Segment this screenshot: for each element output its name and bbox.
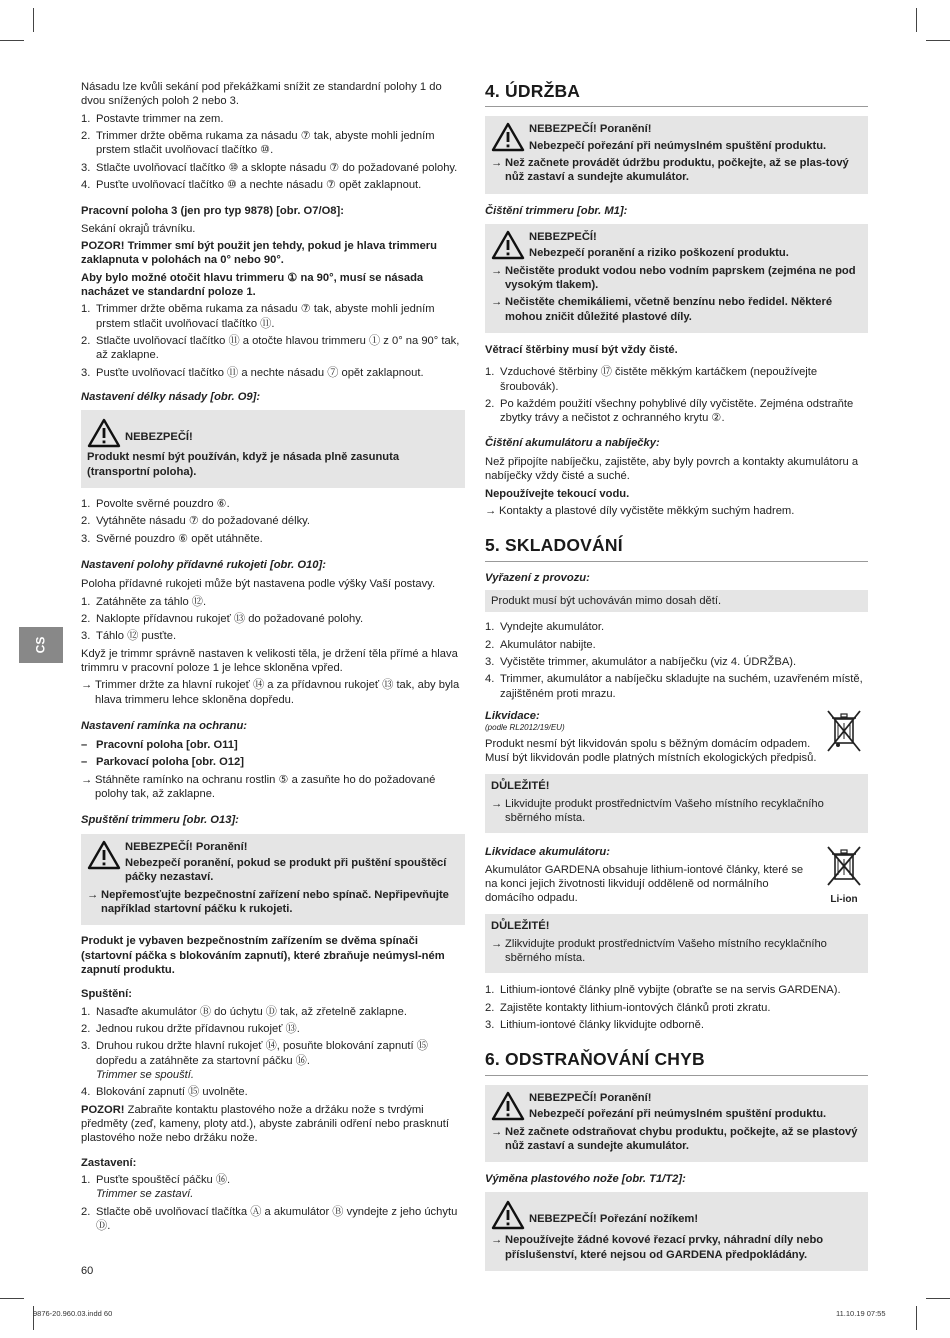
list-item: 2. Zajistěte kontakty lithium-iontových článků proti zkratu. <box>485 1001 771 1014</box>
crop-mark <box>916 1306 917 1330</box>
warning-triangle-icon <box>87 840 121 870</box>
arrow-item: → Než začnete provádět údržbu produktu, počkejte, až se plas-tový nůž zastaví a sundejte akumulátor. <box>491 157 849 184</box>
right-column <box>485 80 868 1280</box>
danger-text: Nebezpečí pořezání při neúmyslném spuštění produktu. <box>529 1108 827 1121</box>
disposal-block <box>485 709 868 768</box>
arrow-item: → Nepoužívejte žádné kovové řezací prvky, náhradní díly nebo příslušenství, které nejsou od GARDENA předpokládány. <box>491 1234 824 1261</box>
clean-title: Čištění trimmeru [obr. M1]: <box>485 204 628 217</box>
handle-text: Poloha přídavné rukojeti může být nastavena podle výšky Vaší postavy. <box>81 578 436 591</box>
list-item: 2. Po každém použití všechny pohyblivé díly vyčistěte. Zejména odstraňte zbytky trávy a nečistot z ochranného krytu ②. <box>485 397 854 425</box>
acc-text: Než připojíte nabíječku, zajistěte, aby byly povrch a kontakty akumulátoru a nabíječky vždy čisté a suché. <box>485 455 859 483</box>
warning-triangle-icon <box>491 1091 525 1121</box>
list-item: 2. Stlačte obě uvolňovací tlačítka Ⓐ a akumulátor Ⓑ vyndejte z jeho úchytu Ⓓ. <box>81 1205 458 1233</box>
crop-mark <box>0 1298 24 1299</box>
danger-box <box>81 834 465 926</box>
arrow-item: → Nepřemosťujte bezpečnostní zařízení nebo spínač. Nepřipevňujte například startovní páčku k rukojeti. <box>87 888 449 916</box>
disposal-title: Likvidace: <box>485 709 540 722</box>
list-item: 1. Nasaďte akumulátor Ⓑ do úchytu Ⓓ tak, až zřetelně zaklapne. <box>81 1005 407 1018</box>
list-item: 1. Vyndejte akumulátor. <box>485 621 605 634</box>
left-column <box>81 80 465 1236</box>
important-heading: DŮLEŽITÉ! <box>491 920 550 933</box>
language-tab-label: CS <box>33 636 48 654</box>
danger-box <box>485 1085 868 1162</box>
list-item: 4. Blokování zapnutí ⑮ uvolněte. <box>81 1086 248 1099</box>
list-item: 3. Stlačte uvolňovací tlačítko ⑩ a sklopte násadu ⑦ do požadované polohy. <box>81 161 458 174</box>
start-title: Spuštění trimmeru [obr. O13]: <box>81 814 239 827</box>
vents-title: Větrací štěrbiny musí být vždy čisté. <box>485 344 678 356</box>
danger-heading: NEBEZPEČÍ! Poranění! <box>529 1091 652 1104</box>
warning-triangle-icon <box>491 230 525 260</box>
danger-text: Nebezpečí poranění, pokud se produkt při puštění spouštěcí páčky nezastaví. <box>125 857 447 884</box>
list-item: 1. Zatáhněte za táhlo ⑫. <box>81 595 207 608</box>
list-item: 4. Trimmer, akumulátor a nabíječku skladujte na suchém, uzavřeném místě, zajištěném proti mrazu. <box>485 673 863 700</box>
wp3-warning: POZOR! Trimmer smí být použit jen tehdy, pokud je hlava trimmeru zaklapnuta v polohách na 0° nebo 90°. <box>81 239 437 267</box>
danger-text: Nebezpečí pořezání při neúmyslném spuštění produktu. <box>529 139 827 152</box>
crop-mark <box>33 8 34 32</box>
list-item: 3. Svěrné pouzdro ⑥ opět utáhněte. <box>81 532 263 545</box>
crop-mark <box>916 8 917 32</box>
danger-box <box>485 1192 868 1271</box>
danger-text: Nebezpečí poranění a riziko poškození produktu. <box>529 247 789 260</box>
footer-timestamp: 11.10.19 07:55 <box>836 1309 886 1318</box>
list-item: 3. Druhou rukou držte hlavní rukojeť ⑭, posuňte blokování zapnutí ⑮ dopředu a zatáhněte za startovní páčku ⑯. Trimmer se spouští. <box>81 1040 428 1082</box>
important-box <box>485 914 868 973</box>
danger-box <box>485 116 868 193</box>
battery-disposal-block <box>485 845 868 908</box>
language-tab <box>19 627 63 663</box>
list-item: 1. Lithium-iontové články plně vybijte (obraťte se na servis GARDENA). <box>485 984 841 997</box>
arrow-item: → Nečistěte chemikáliemi, včetně benzínu nebo ředidel. Některé mohou zničit důležité plastové díly. <box>491 296 833 323</box>
footer-file-info: 9876-20.960.03.indd 60 <box>33 1309 113 1318</box>
dash-item: – Pracovní poloha [obr. O11] <box>81 739 238 752</box>
guard-title: Nastavení ramínka na ochranu: <box>81 719 248 732</box>
danger-heading: NEBEZPEČÍ! Poranění! <box>529 123 652 136</box>
list-item: 3. Vyčistěte trimmer, akumulátor a nabíječku (viz 4. ÚDRŽBA). <box>485 655 797 668</box>
arrow-item: → Trimmer držte za hlavní rukojeť ⑭ a za přídavnou rukojeť ⑬ tak, aby byla hlava trimmeru lehce skloněna dopředu. <box>81 679 460 706</box>
danger-heading: NEBEZPEČÍ! <box>125 431 193 444</box>
arrow-item: → Nečistěte produkt vodou nebo vodním paprskem (zejména ne pod vysokým tlakem). <box>491 264 856 292</box>
crop-mark <box>926 1298 950 1299</box>
acc-bold: Nepoužívejte tekoucí vodu. <box>485 487 630 500</box>
list-item: 1. Pusťte spouštěcí páčku ⑯. Trimmer se zastaví. <box>81 1174 231 1201</box>
warning-triangle-icon <box>87 418 121 448</box>
crop-mark <box>926 40 950 41</box>
list-item: 3. Pusťte uvolňovací tlačítko ⑪ a nechte násadu ⑦ opět zaklapnout. <box>81 366 424 379</box>
warning-triangle-icon <box>491 122 525 152</box>
disposal-ref: (podle RL2012/19/EU) <box>485 723 565 733</box>
list-item: 4. Pusťte uvolňovací tlačítko ⑩ a nechte násadu ⑦ opět zaklapnout. <box>81 178 422 191</box>
arrow-item: → Stáhněte ramínko na ochranu rostlin ⑤ a zasuňte ho do požadované polohy tak, až zaklapne. <box>81 773 436 801</box>
section-heading-troubleshooting: 6. ODSTRAŇOVÁNÍ CHYB <box>485 1048 868 1075</box>
decom-title: Vyřazení z provozu: <box>485 571 590 584</box>
danger-text: Produkt nesmí být používán, když je násada plně zasunuta (transportní poloha). <box>87 451 400 478</box>
crop-mark <box>0 40 24 41</box>
important-heading: DŮLEŽITÉ! <box>491 780 550 793</box>
wp3-text: Sekání okrajů trávníku. <box>81 222 196 235</box>
wp3-note: Aby bylo možné otočit hlavu trimmeru ① na 90°, musí se násada nacházet ve standardní poloze 1. <box>81 271 424 298</box>
list-item: 1. Vzduchové štěrbiny ⑰ čistěte měkkým kartáčkem (nepoužívejte šroubovák). <box>485 366 818 393</box>
crossed-bin-icon <box>820 709 868 768</box>
danger-heading: NEBEZPEČÍ! <box>529 231 597 244</box>
dash-item: – Parkovací poloha [obr. O12] <box>81 756 244 769</box>
list-item: 1. Postavte trimmer na zem. <box>81 112 224 125</box>
danger-box <box>81 410 465 488</box>
danger-heading: NEBEZPEČÍ! Poranění! <box>125 840 248 853</box>
list-item: 2. Stlačte uvolňovací tlačítko ⑪ a otočte hlavou trimmeru ① z 0° na 90° tak, až zaklapne. <box>81 334 460 362</box>
list-item: 3. Lithium-iontové články likvidujte odborně. <box>485 1019 704 1032</box>
arrow-item: → Než začnete odstraňovat chybu produktu, počkejte, až se plastový nůž zastaví a sundejte akumulátor. <box>491 1125 858 1152</box>
list-item: 2. Naklopte přídavnou rukojeť ⑬ do požadované polohy. <box>81 612 364 625</box>
start-label: Spuštění: <box>81 988 132 1001</box>
arrow-item: → Likvidujte produkt prostřednictvím Vašeho místního recyklačního sběrného místa. <box>491 797 824 824</box>
list-item: 2. Vytáhněte násadu ⑦ do požadované délky. <box>81 515 311 528</box>
handle-note: Když je trimmr správně nastaven k velikosti těla, je držení těla přímé a hlava trimmru v pracovní poloze 1 je lehce skloněna vpřed. <box>81 647 458 674</box>
danger-heading: NEBEZPEČÍ! Pořezání nožíkem! <box>529 1213 699 1226</box>
caution-text: POZOR! Zabraňte kontaktu plastového nože a držáku nože s tvrdými předměty (zeď, kameny, ploty atd.), abyste zabránili odření nebo prasknutí plastového nože nebo držáku nože. <box>81 1103 449 1145</box>
section-heading-storage: 5. SKLADOVÁNÍ <box>485 534 868 561</box>
disposal-text: Produkt nesmí být likvidován spolu s běžným domácím odpadem. Musí být likvidován podle platných místních ekologických předpisů. <box>485 737 817 764</box>
list-item: 1. Povolte svěrné pouzdro ⑥. <box>81 497 230 510</box>
battery-disposal-text: Akumulátor GARDENA obsahuje lithium-iontové články, které se na konci jejich životnosti likvidují odděleně od normálního domácího odpadu. <box>485 863 804 905</box>
list-item: 1. Trimmer držte oběma rukama za násadu ⑦ tak, abyste mohli jedním prstem stlačit uvolňovací tlačítko ⑪. <box>81 303 435 330</box>
knife-title: Výměna plastového nože [obr. T1/T2]: <box>485 1173 686 1186</box>
list-item: 2. Jednou rukou držte přídavnou rukojeť ⑬. <box>81 1023 300 1036</box>
list-item: 2. Trimmer držte oběma rukama za násadu ⑦ tak, abyste mohli jedním prstem stlačit uvolňovací tlačítko ⑩. <box>81 129 435 157</box>
notice-box: Produkt musí být uchováván mimo dosah dětí. <box>485 590 868 612</box>
safety-text: Produkt je vybaven bezpečnostním zařízením se dvěma spínači (startovní páčka s blokováním zapnutí), které zbraňuje neúmysl-ném zapnutí produktu. <box>81 935 445 977</box>
intro-text: Násadu lze kvůli sekání pod překážkami snížit ze standardní polohy 1 do dvou snížených poloh 2 nebo 3. <box>81 81 442 108</box>
section-heading-maintenance: 4. ÚDRŽBA <box>485 80 868 107</box>
handle-title: Nastavení polohy přídavné rukojeti [obr. O10]: <box>81 558 326 571</box>
length-title: Nastavení délky násady [obr. O9]: <box>81 390 261 403</box>
warning-triangle-icon <box>491 1200 525 1230</box>
danger-box <box>485 224 868 333</box>
battery-disposal-title: Likvidace akumulátoru: <box>485 846 610 859</box>
stop-label: Zastavení: <box>81 1156 137 1169</box>
important-box <box>485 774 868 833</box>
intro-steps <box>81 112 465 193</box>
wp3-title: Pracovní poloha 3 (jen pro typ 9878) [obr. O7/O8]: <box>81 205 344 218</box>
arrow-item: → Kontakty a plastové díly vyčistěte měkkým suchým hadrem. <box>485 504 795 517</box>
li-ion-bin-icon <box>820 845 868 908</box>
list-item: 3. Táhlo ⑫ pusťte. <box>81 630 177 643</box>
arrow-item: → Zlikvidujte produkt prostřednictvím Vašeho místního recyklačního sběrného místa. <box>491 937 827 965</box>
page-number: 60 <box>81 1265 94 1277</box>
li-ion-label: Li-ion <box>830 893 858 905</box>
list-item: 2. Akumulátor nabijte. <box>485 638 596 651</box>
acc-title: Čištění akumulátoru a nabíječky: <box>485 436 660 449</box>
